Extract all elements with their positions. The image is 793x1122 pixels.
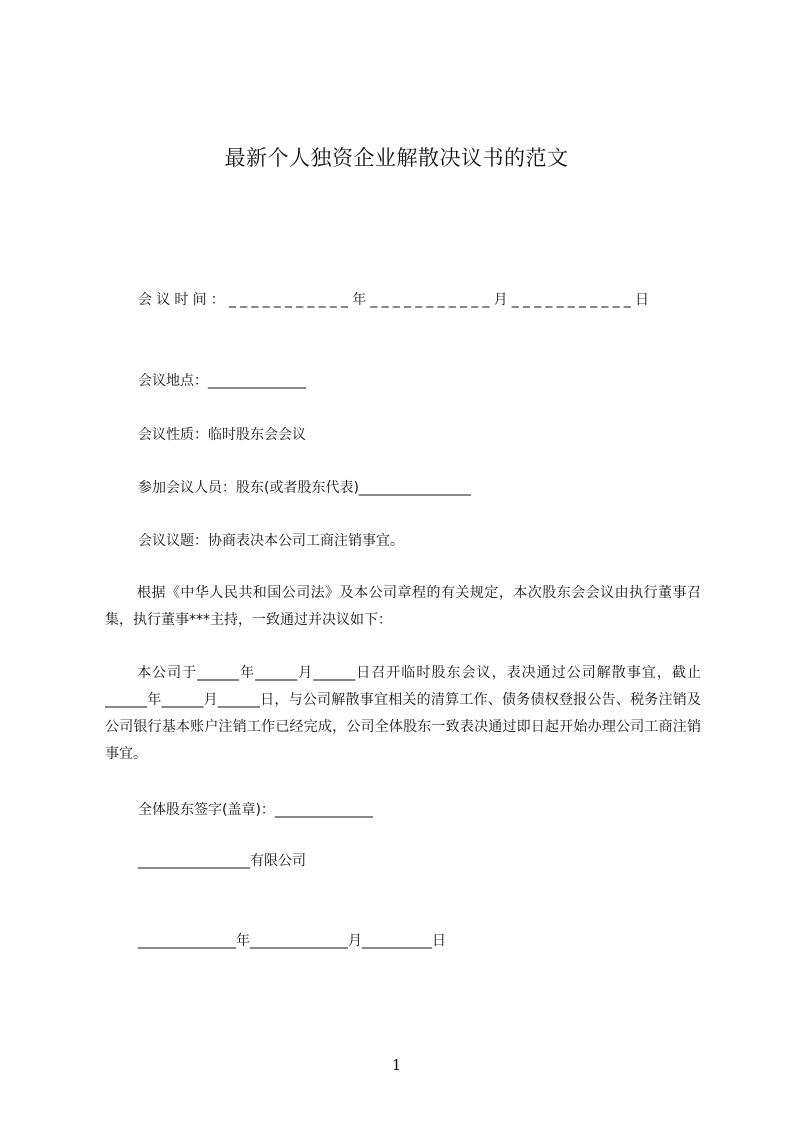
meeting-nature: 会议性质：临时股东会会议 [138, 427, 306, 443]
meeting-place: 会议地点：______________ [138, 373, 306, 389]
meeting-time: 会议时间：___________年___________月___________日 [138, 292, 654, 308]
document-title: 最新个人独资企业解散决议书的范文 [224, 146, 569, 170]
shareholder-signature: 全体股东签字(盖章)：______________ [138, 802, 373, 818]
resolution-body-paragraph: 本公司于______年______月______日召开临时股东会议，表决通过公司解散事宜，截止______年______月______日，与公司解散事宜相关的清算工作、债务债权登报公告、税务注销及公司银行基本账户注销工作已经完成，公司全体股东一致表决通过即日起开始办理公司工商注销事宜。 [105, 665, 701, 762]
company-name-line: ________________有限公司 [138, 853, 306, 869]
meeting-topic: 会议议题：协商表决本公司工商注销事宜。 [138, 533, 404, 549]
page-number: 1 [391, 1056, 402, 1074]
resolution-intro-paragraph: 根据《中华人民共和国公司法》及本公司章程的有关规定，本次股东会会议由执行董事召集，执行董事***主持，一致通过并决议如下： [105, 585, 701, 628]
date-line: ______________年______________月__________日 [138, 933, 446, 949]
meeting-attendees: 参加会议人员：股东(或者股东代表)________________ [138, 480, 471, 496]
